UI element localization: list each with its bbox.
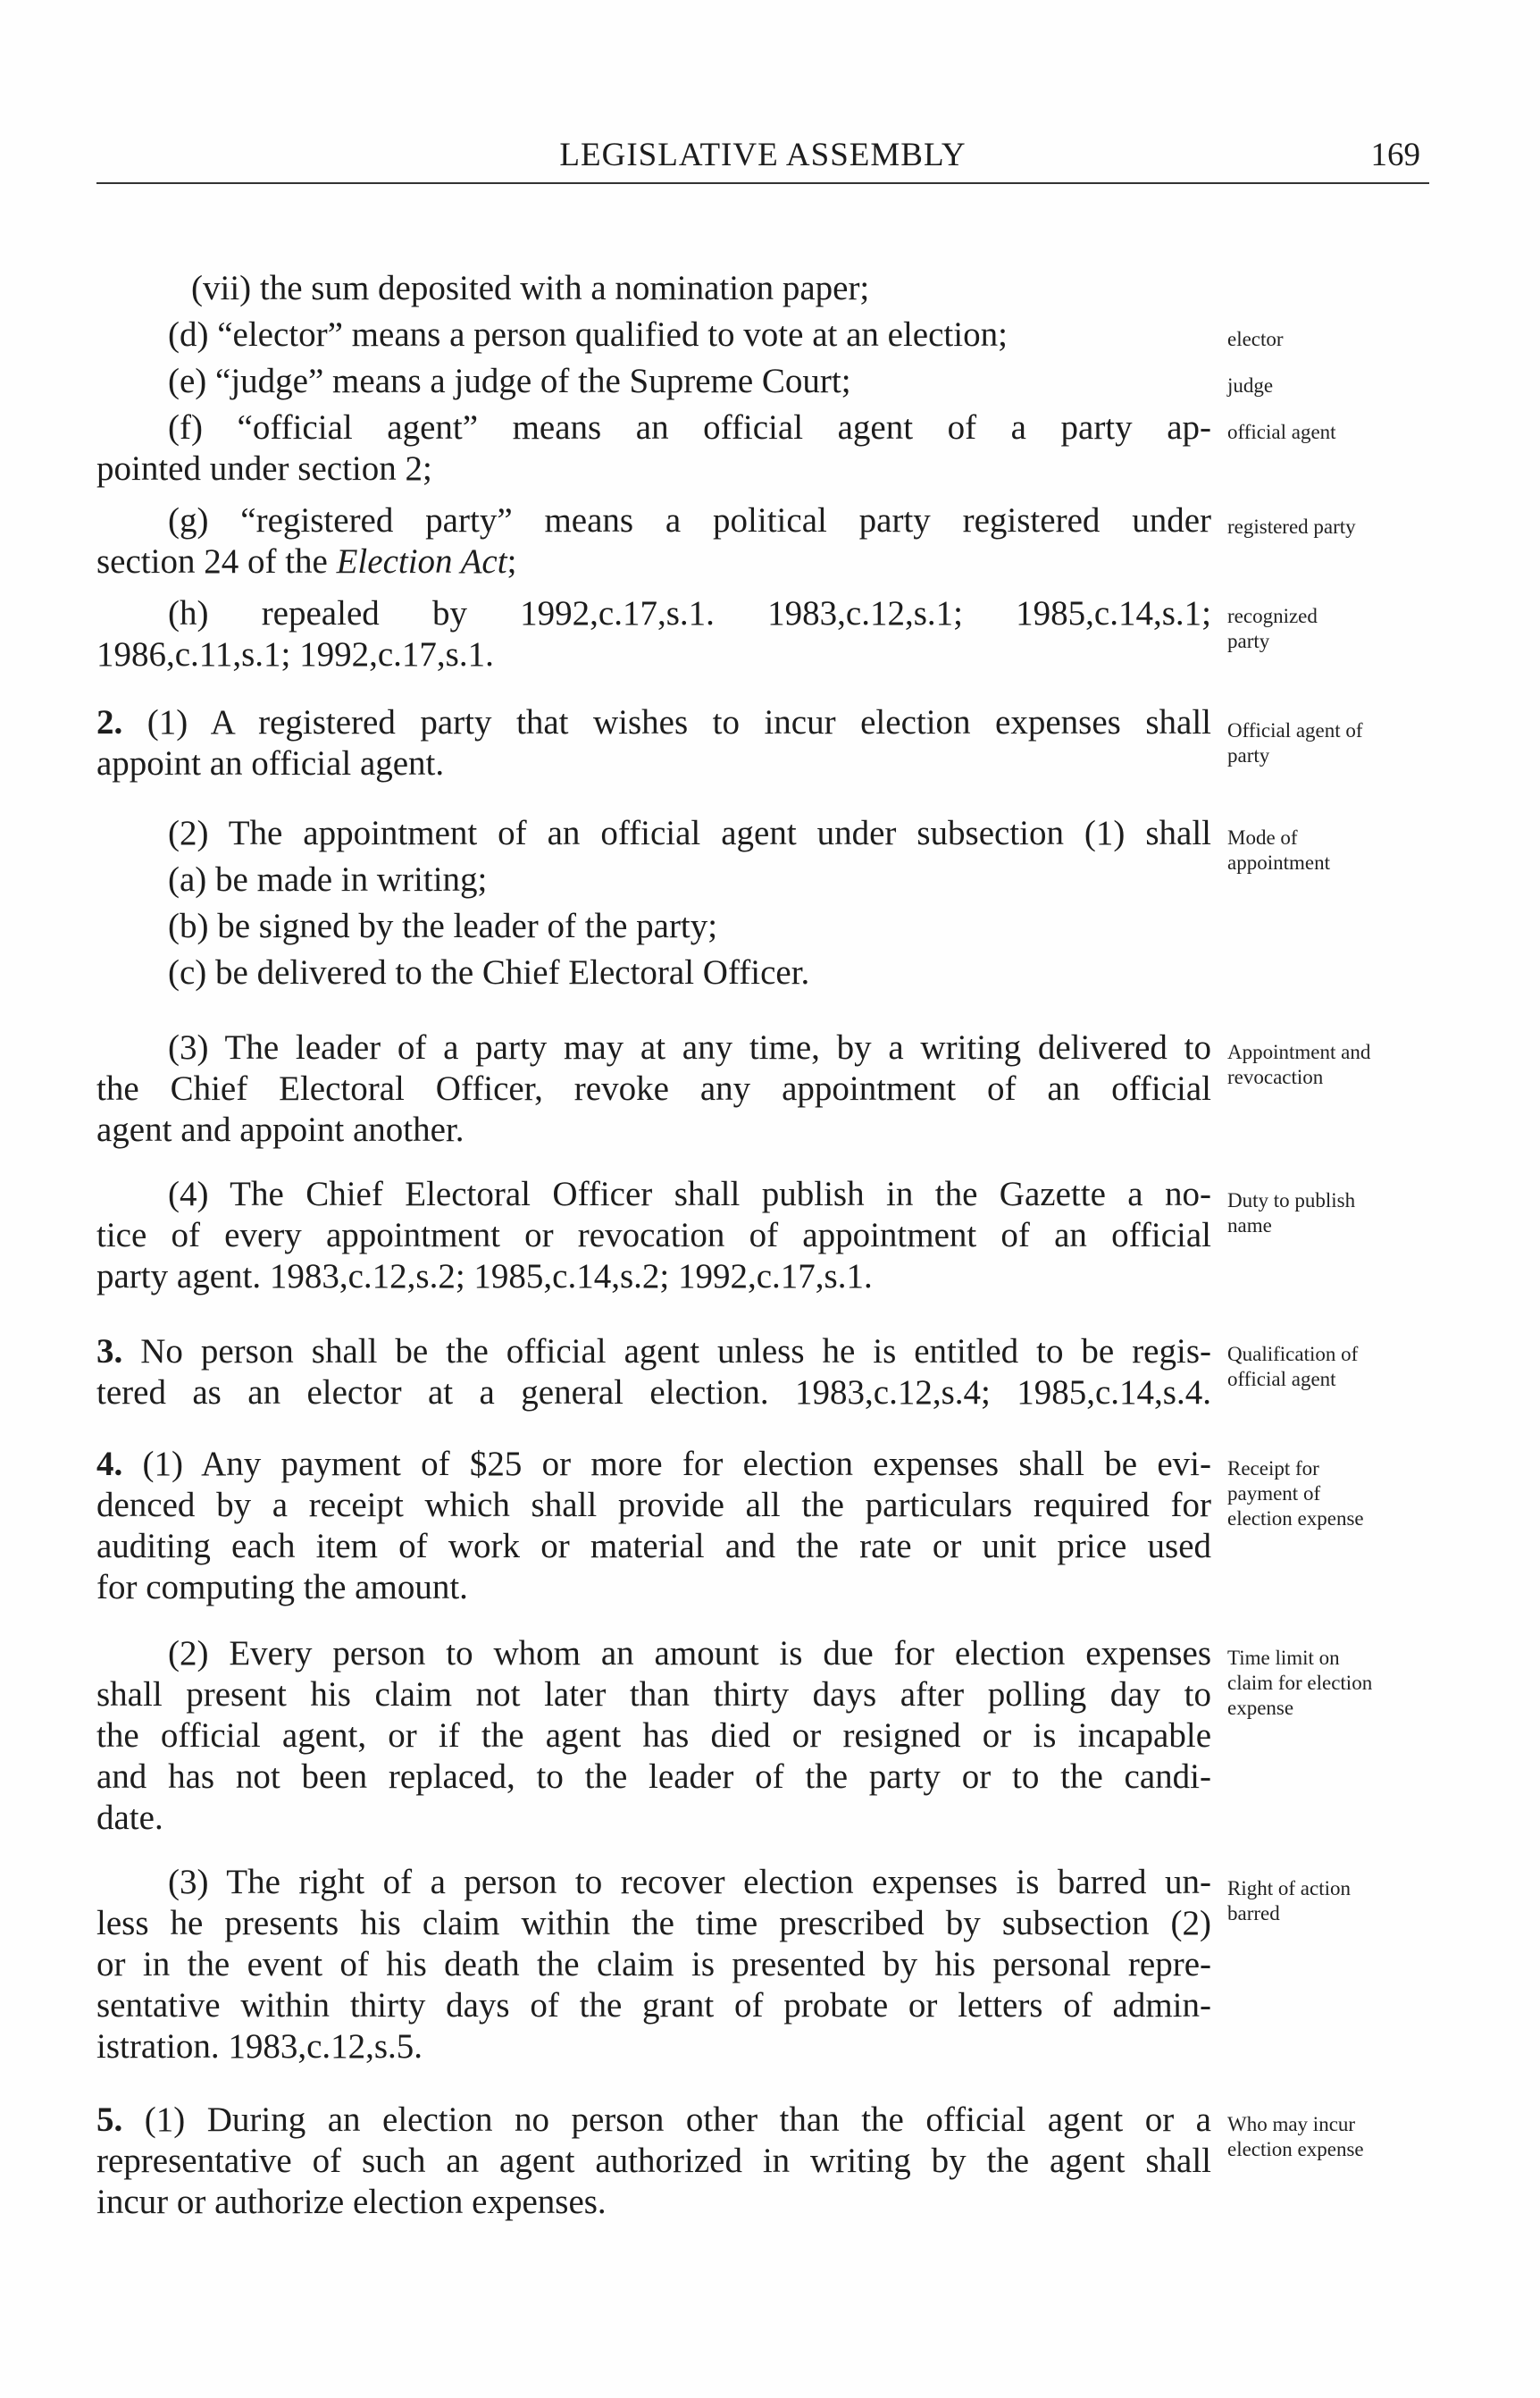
text-line: auditing each item of work or material and the rate or unit price used [96, 1527, 1211, 1565]
margin-note-line: Time limit on [1227, 1647, 1340, 1669]
text-line: for computing the amount. [96, 1568, 468, 1606]
margin-note-4-3 [1227, 1876, 1442, 1926]
text-line: pointed under section 2; [96, 449, 432, 488]
text-line: tice of every appointment or revocation of appointment of an official [96, 1216, 1211, 1254]
section-2-3 [96, 1027, 1211, 1151]
section-number: 3. [96, 1332, 123, 1371]
margin-note-g [1227, 515, 1442, 540]
margin-note-2-3 [1227, 1040, 1442, 1090]
section-number: 5. [96, 2100, 123, 2139]
text-line: shall present his claim not later than thirty days after polling day to [96, 1675, 1211, 1714]
paragraph-h [96, 593, 1211, 675]
text-line: (d) “elector” means a person qualified to vote at an election; [168, 315, 1008, 354]
margin-note-line: official agent [1227, 421, 1336, 443]
margin-note-5-1 [1227, 2112, 1442, 2162]
section-2-4 [96, 1174, 1211, 1297]
page-title: LEGISLATIVE ASSEMBLY [559, 137, 967, 173]
text-line: istration. 1983,c.12,s.5. [96, 2027, 423, 2066]
margin-note-line: Official agent of [1227, 719, 1363, 742]
text-line: incur or authorize election expenses. [96, 2183, 607, 2221]
text-run: (1) During an election no person other than the official agent or a [122, 2100, 1211, 2139]
text-run: ; [506, 542, 517, 581]
text-run: (1) A registered party that wishes to incur election expenses shall [122, 703, 1211, 742]
text-line [96, 702, 1211, 743]
margin-note-2-4 [1227, 1188, 1442, 1238]
margin-note-line: Duty to publish [1227, 1189, 1356, 1212]
margin-note-4-2 [1227, 1646, 1442, 1721]
paragraph-g [96, 500, 1211, 583]
margin-note-line: party [1227, 630, 1270, 652]
text-line [96, 2100, 1211, 2141]
text-line: (3) The right of a person to recover election expenses is barred un- [168, 1863, 1211, 1901]
margin-note-line: Qualification of [1227, 1343, 1359, 1365]
margin-note-line: revocaction [1227, 1066, 1324, 1088]
margin-note-line: claim for election [1227, 1672, 1373, 1694]
section-2-2 [96, 813, 1211, 994]
margin-note-line: Who may incur [1227, 2113, 1356, 2135]
margin-note-f [1227, 420, 1442, 445]
text-line: representative of such an agent authorized in writing by the agent shall [96, 2142, 1211, 2180]
text-run: section 24 of the [96, 542, 337, 581]
text-line: (a) be made in writing; [168, 860, 488, 899]
text-line: (c) be delivered to the Chief Electoral Officer. [168, 953, 810, 992]
text-run: No person shall be the official agent unless he is entitled to be regis- [122, 1332, 1211, 1371]
section-4-1 [96, 1444, 1211, 1608]
text-run: (1) Any payment of $25 or more for election expenses shall be evi- [122, 1445, 1211, 1483]
margin-note-line: Appointment and [1227, 1041, 1371, 1063]
margin-note-2-1 [1227, 718, 1442, 768]
margin-note-3 [1227, 1342, 1442, 1392]
text-line: and has not been replaced, to the leader of the party or to the candi- [96, 1757, 1211, 1796]
section-4-3 [96, 1862, 1211, 2067]
margin-note-line: election expense [1227, 2138, 1364, 2160]
text-line [96, 1444, 1211, 1485]
margin-note-line: Mode of [1227, 826, 1298, 849]
margin-note-line: name [1227, 1214, 1272, 1237]
margin-note-line: judge [1227, 374, 1274, 397]
margin-note-line: recognized [1227, 605, 1318, 627]
section-4-2 [96, 1633, 1211, 1839]
section-5-1 [96, 2100, 1211, 2223]
text-line: the Chief Electoral Officer, revoke any appointment of an official [96, 1069, 1211, 1108]
text-line: (2) The appointment of an official agent under subsection (1) shall [168, 814, 1211, 852]
margin-note-line: barred [1227, 1902, 1280, 1924]
text-line: (vii) the sum deposited with a nomination paper; [191, 269, 870, 307]
margin-note-line: elector [1227, 328, 1284, 350]
margin-note-2-2 [1227, 826, 1442, 876]
text-line: agent and appoint another. [96, 1111, 465, 1149]
section-3 [96, 1331, 1211, 1413]
section-number: 2. [96, 703, 123, 742]
section-number: 4. [96, 1445, 123, 1483]
text-line: (2) Every person to whom an amount is due for election expenses [168, 1634, 1211, 1673]
margin-note-line: official agent [1227, 1368, 1336, 1390]
text-line: or in the event of his death the claim is presented by his personal repre- [96, 1945, 1211, 1983]
text-line: (g) “registered party” means a political party registered under [168, 501, 1211, 540]
margin-note-h [1227, 604, 1442, 654]
margin-note-line: payment of [1227, 1482, 1321, 1505]
paragraph-vii [96, 268, 1211, 309]
text-line: sentative within thirty days of the grant of probate or letters of admin- [96, 1986, 1211, 2025]
page-number: 169 [1370, 137, 1420, 173]
text-line: appoint an official agent. [96, 744, 445, 783]
paragraph-d [96, 314, 1211, 356]
text-line: date. [96, 1798, 163, 1837]
text-line [96, 541, 1211, 583]
text-line: less he presents his claim within the time prescribed by subsection (2) [96, 1904, 1211, 1942]
text-line: 1986,c.11,s.1; 1992,c.17,s.1. [96, 635, 494, 674]
margin-note-line: expense [1227, 1697, 1294, 1719]
section-2-1 [96, 702, 1211, 784]
margin-note-d [1227, 327, 1442, 352]
text-line: (b) be signed by the leader of the party; [168, 907, 718, 945]
text-line: denced by a receipt which shall provide all the particulars required for [96, 1486, 1211, 1524]
margin-note-line: party [1227, 744, 1270, 767]
text-line: (4) The Chief Electoral Officer shall publish in the Gazette a no- [168, 1175, 1211, 1213]
paragraph-e [96, 361, 1211, 402]
text-line: (3) The leader of a party may at any time, by a writing delivered to [168, 1028, 1211, 1067]
act-title: Election Act [336, 542, 507, 581]
margin-note-line: registered party [1227, 516, 1356, 538]
text-line: party agent. 1983,c.12,s.2; 1985,c.14,s.2; 1992,c.17,s.1. [96, 1257, 873, 1295]
paragraph-f [96, 407, 1211, 490]
margin-note-4-1 [1227, 1456, 1442, 1531]
text-line: tered as an elector at a general election. 1983,c.12,s.4; 1985,c.14,s.4. [96, 1373, 1211, 1412]
text-line [96, 1331, 1211, 1372]
text-line: (h) repealed by 1992,c.17,s.1. 1983,c.12,s.1; 1985,c.14,s.1; [168, 594, 1211, 633]
margin-note-line: Receipt for [1227, 1457, 1319, 1480]
margin-note-line: appointment [1227, 851, 1330, 874]
text-line: (e) “judge” means a judge of the Supreme Court; [168, 362, 851, 400]
margin-note-line: Right of action [1227, 1877, 1351, 1899]
margin-note-e [1227, 373, 1442, 398]
text-line: (f) “official agent” means an official agent of a party ap- [168, 408, 1211, 447]
text-line: the official agent, or if the agent has died or resigned or is incapable [96, 1716, 1211, 1755]
page-header [96, 136, 1429, 184]
margin-note-line: election expense [1227, 1507, 1364, 1530]
